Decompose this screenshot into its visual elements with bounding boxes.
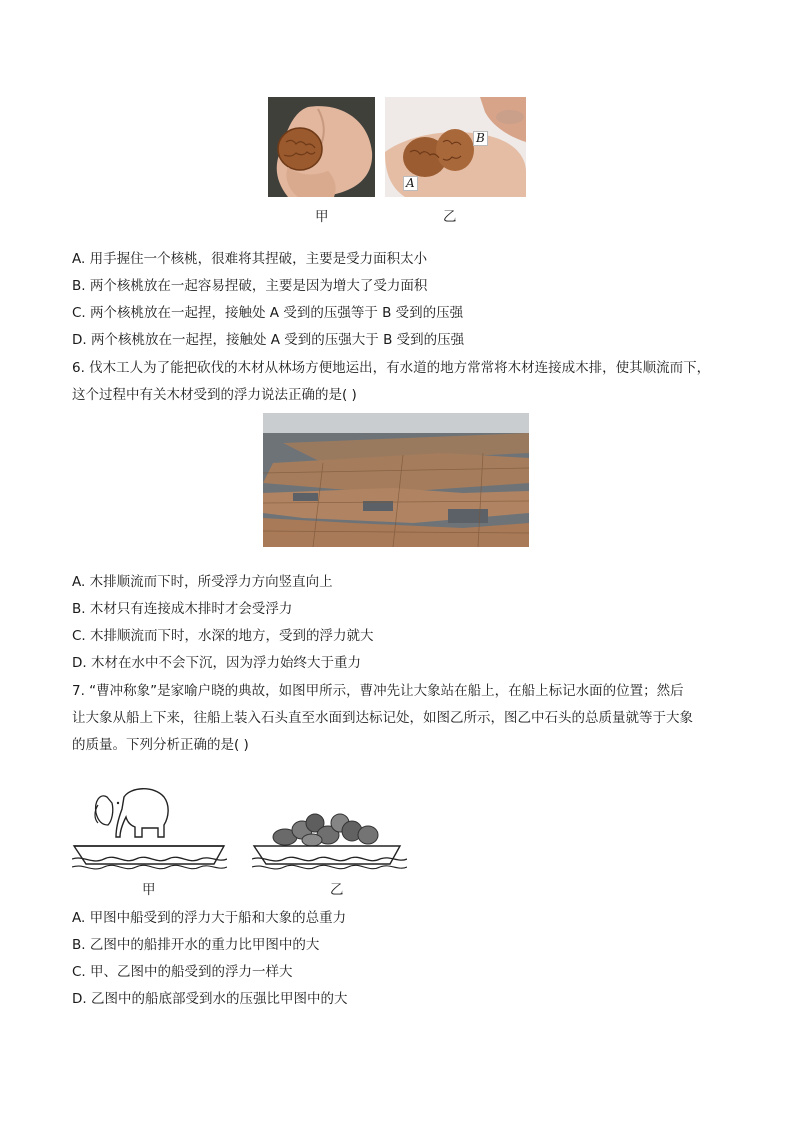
walnut-single-hand-photo <box>268 97 375 197</box>
stones-boat-diagram <box>252 785 407 879</box>
q7-option-a: A. 甲图中船受到的浮力大于船和大象的总重力 <box>72 910 347 926</box>
q7-option-b: B. 乙图中的船排开水的重力比甲图中的大 <box>72 937 320 953</box>
q7-option-c: C. 甲、乙图中的船受到的浮力一样大 <box>72 964 293 980</box>
elephant-boat-diagram <box>72 785 227 879</box>
q5-option-d: D. 两个核桃放在一起捏，接触处 A 受到的压强大于 B 受到的压强 <box>72 332 465 348</box>
q6-stem-line-1: 6. 伐木工人为了能把砍伐的木材从林场方便地运出，有水道的地方常常将木材连接成木排，使其顺流而下， <box>72 360 711 376</box>
q6-stem-line-2: 这个过程中有关木材受到的浮力说法正确的是( ) <box>72 387 357 403</box>
q5-option-c: C. 两个核桃放在一起捏，接触处 A 受到的压强等于 B 受到的压强 <box>72 305 464 321</box>
q6-option-a: A. 木排顺流而下时，所受浮力方向竖直向上 <box>72 574 333 590</box>
q6-option-d: D. 木材在水中不会下沉，因为浮力始终大于重力 <box>72 655 361 671</box>
q5-option-a: A. 用手握住一个核桃，很难将其捏破，主要是受力面积太小 <box>72 251 428 267</box>
log-raft-photo <box>263 413 529 547</box>
q7-stem-line-2: 让大象从船上下来，往船上装入石头直至水面到达标记处，如图乙所示，图乙中石头的总质量就等于大象 <box>72 710 693 726</box>
q7-option-d: D. 乙图中的船底部受到水的压强比甲图中的大 <box>72 991 348 1007</box>
q5-option-b: B. 两个核桃放在一起容易捏破，主要是因为增大了受力面积 <box>72 278 428 294</box>
q5-figure-caption-jia: 甲 <box>315 209 329 225</box>
q7-figure-caption-yi: 乙 <box>330 882 344 898</box>
q7-stem-line-1: 7. “曹冲称象”是家喻户晓的典故，如图甲所示，曹冲先让大象站在船上，在船上标记水面的位置；然后 <box>72 683 684 699</box>
point-a-label: A <box>403 176 418 191</box>
q5-figure-caption-yi: 乙 <box>443 209 457 225</box>
q7-stem-line-3: 的质量。下列分析正确的是( ) <box>72 737 249 753</box>
q6-option-c: C. 木排顺流而下时，水深的地方，受到的浮力就大 <box>72 628 374 644</box>
point-b-label: B <box>473 131 488 146</box>
two-walnuts-hand-photo <box>385 97 526 197</box>
q7-figure-caption-jia: 甲 <box>142 882 156 898</box>
q6-option-b: B. 木材只有连接成木排时才会受浮力 <box>72 601 293 617</box>
